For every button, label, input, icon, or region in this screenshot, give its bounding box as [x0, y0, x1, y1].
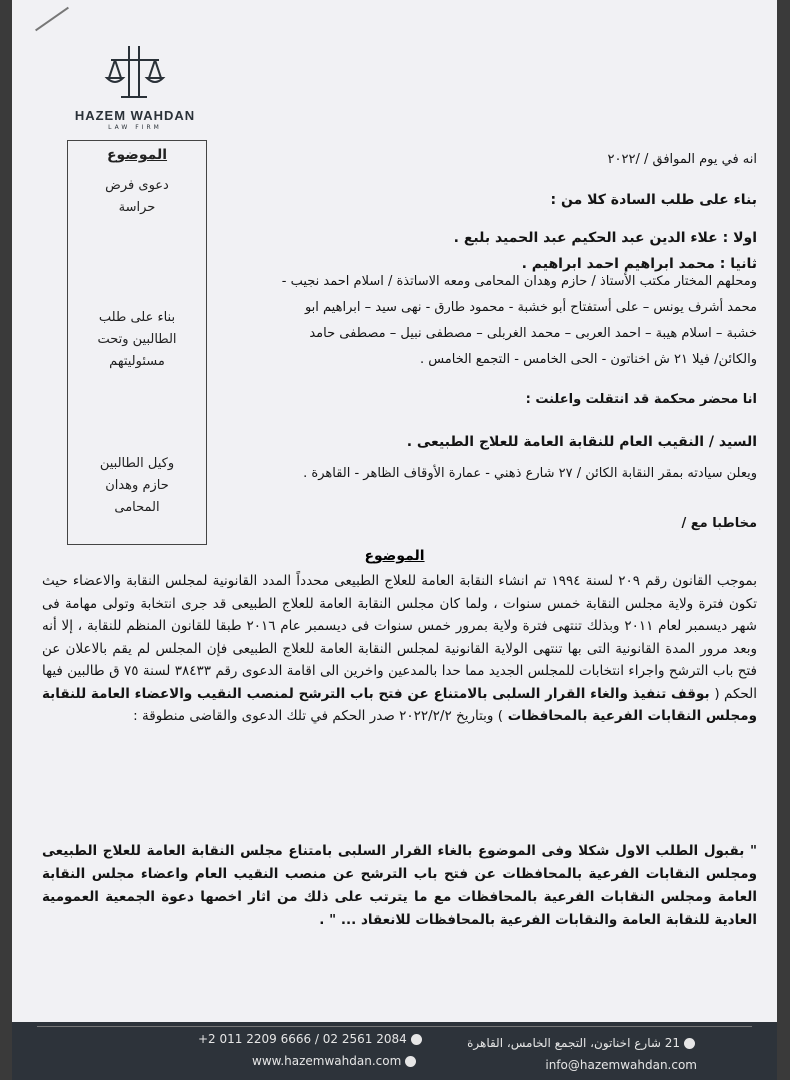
ruling-quote: " بقبول الطلب الاول شكلا وفى الموضوع بالغاء القرار السلبى بامتناع مجلس النقابة العامة للعلاج الطبيعى ومجلس النقابات الفرعية بالمحافظات عن فتح باب الترشح عن منصب النقيب العام واعضاء مجلس النقابة العامة ومجلس النقابات الفرعية بالمحافظات مع ما يترتب على ذلك من اثار اخصها دعوة الجمعية العمومية العادية للنقابة العامة والنقابات الفرعية بالمحافظات للانعقاد ... " .: [42, 843, 757, 928]
phone-icon: [411, 1034, 422, 1045]
footer-address: 21 شارع اخناتون، التجمع الخامس، القاهرة: [467, 1036, 699, 1050]
firm-subtitle: LAW FIRM: [108, 124, 162, 131]
footer-phone: +2 011 2209 6666 / 02 2561 2084: [198, 1032, 426, 1046]
request-line: بناء على طلب السادة كلا من :: [550, 192, 757, 208]
announce-line: ويعلن سيادته بمقر النقابة الكائن / ٢٧ شارع ذهني - عمارة الأوقاف الظاهر - القاهرة .: [303, 466, 757, 481]
subject-heading: الموضوع: [364, 548, 425, 564]
sidebar-request: بناء على طلب الطالبين وتحت مسئوليتهم: [97, 310, 177, 369]
second-party: ثانيا : محمد ابراهيم احمد ابراهيم .: [521, 256, 757, 272]
firm-name: HAZEM WAHDAN: [74, 108, 196, 123]
lawyers-line: خشبة – اسلام هيبة – احمد العربى – محمد الغربلى – مصطفى نبيل – مصطفى حامد: [309, 326, 757, 341]
sidebar-agent: وكيل الطالبين حازم وهدان المحامى: [99, 456, 175, 515]
moved-line: انا محضر محكمة قد انتقلت واعلنت :: [525, 392, 757, 407]
addressing-line: مخاطبا مع /: [681, 516, 757, 531]
footer-divider: [37, 1026, 752, 1027]
location-pin-icon: [684, 1038, 695, 1049]
firm-logo: [60, 40, 210, 131]
lawyers-line: ومحلهم المختار مكتب الأستاذ / حازم وهدان المحامى ومعه الاساتذة / اسلام احمد نجيب -: [281, 274, 757, 289]
footer-email[interactable]: info@hazemwahdan.com: [545, 1058, 697, 1072]
addressee-line: السيد / النقيب العام للنقابة العامة للعلاج الطبيعى .: [406, 434, 757, 450]
globe-icon: [405, 1056, 416, 1067]
first-party: اولا : علاء الدين عبد الحكيم عبد الحميد بلبع .: [453, 230, 757, 246]
date-line: انه في يوم الموافق / /٢٠٢٢: [607, 152, 757, 167]
sidebar-title: الموضوع: [106, 147, 168, 163]
lawyers-line: والكائن/ فيلا ٢١ ش اخناتون - الحى الخامس - التجمع الخامس .: [419, 352, 757, 367]
sidebar-topic: دعوى فرض حراسة: [105, 178, 169, 215]
fold-mark: [35, 7, 69, 32]
subject-sidebar: [67, 140, 207, 545]
lawyers-line: محمد أشرف يونس – على أستفتاح أبو خشبة - محمود طارق - نهى سيد – ابراهيم ابو: [304, 300, 757, 315]
body-paragraph: بموجب القانون رقم ٢٠٩ لسنة ١٩٩٤ تم انشاء النقابة العامة للعلاج الطبيعى محدداً المدد القانونية لمجلس النقابة والاعضاء حيث تكون فترة ولاية مجلس النقابة خمس سنوات ، ولما كان مجلس النقابة العامة للعلاج الطبيعى قد جرى انتخابة وتولى مهامة فى شهر ديسمبر لعام ٢٠١١ وبذلك تنتهى فترة ولاية بمرور خمس سنوات فى ديسمبر عام ٢٠١٦ طبقا للقانون المنظم للنقابة ، إلا أنه وبعد مرور المدة القانونية التى بها تنتهى الولاية القانونية لمجلس النقابة العامة للعلاج الطبيعى فإن المجلس لم يقم بالاعلان عن فتح باب الترشح واجراء انتخابات للمجلس الجديد مما حدا بالمدعين واخرين الى اقامة الدعوى رقم ٣٨٤٣٣ لسنة ٧٥ ق طالبين فيها الحكم ( بوقف تنفيذ والغاء القرار السلبى بالامتناع عن فتح باب الترشح لمنصب النقيب والاعضاء العامة للنقابة ومجلس النقابات الفرعية بالمحافظات ) وبتاريخ ٢٠٢٢/٢/٢ صدر الحكم في تلك الدعوى والقاضى منطوقة :: [42, 573, 758, 724]
document-page: [12, 0, 777, 1080]
footer-website[interactable]: www.hazemwahdan.com: [252, 1054, 420, 1068]
letterhead-footer: [12, 1022, 777, 1080]
scales-of-justice-icon: [103, 40, 167, 102]
